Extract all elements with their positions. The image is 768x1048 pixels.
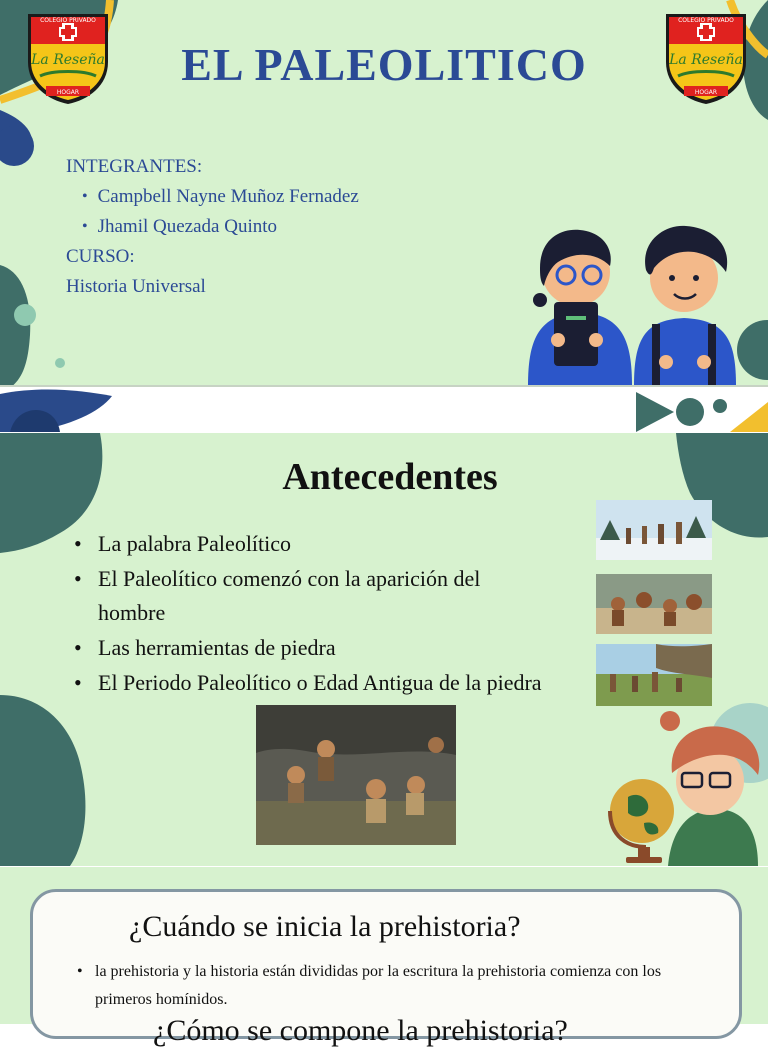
tribe-meadow-image [596, 644, 712, 706]
member-item [66, 212, 359, 242]
question-title: ¿Cuándo se inicia la prehistoria? [129, 910, 521, 943]
cave-group-image [596, 574, 712, 634]
list-item: • El Paleolítico comenzó con la aparición del hombre [72, 562, 542, 630]
title-slide [0, 0, 768, 432]
answer-text-content: la prehistoria y la historia están divididas por la escritura la prehistoria comienza con los primeros homínidos. [95, 963, 662, 1008]
svg-text:COLEGIO PRIVADO: COLEGIO PRIVADO [40, 17, 96, 24]
question-title-2: ¿Cómo se compone la prehistoria? [153, 1014, 568, 1047]
svg-text:COLEGIO PRIVADO: COLEGIO PRIVADO [678, 17, 734, 24]
cavemen-scene-image [256, 705, 456, 845]
globe-student-illustration [598, 713, 768, 866]
curso-value: Historia Universal [66, 276, 206, 297]
antecedentes-slide [0, 433, 768, 866]
svg-text:HOGAR: HOGAR [694, 89, 718, 96]
svg-text:La Reseña: La Reseña [669, 52, 743, 68]
bullet-dot-icon: • [82, 188, 88, 205]
bullet-dot-icon: • [77, 963, 83, 980]
slide-title: Antecedentes [282, 456, 498, 498]
member-name: Campbell Nayne Muñoz Fernadez [97, 186, 359, 207]
curso-label: CURSO: [66, 246, 135, 267]
bullet-dot-icon: • [82, 218, 88, 235]
member-name: Jhamil Quezada Quinto [97, 216, 278, 237]
prehistoria-slide [0, 867, 768, 1047]
svg-text:HOGAR: HOGAR [56, 89, 80, 96]
students-illustration [518, 220, 744, 386]
decor-footer-left [0, 386, 120, 432]
list-item: • El Periodo Paleolítico o Edad Antigua de la piedra [72, 666, 542, 700]
member-item [66, 182, 359, 212]
content-card [30, 889, 742, 1047]
svg-text:La Reseña: La Reseña [31, 52, 105, 68]
decor-footer-right [630, 386, 768, 432]
slide-title: EL PALEOLITICO [181, 39, 587, 90]
snow-hunters-image [596, 500, 712, 560]
antecedentes-list [72, 527, 542, 701]
info-block [66, 152, 359, 302]
integrantes-label: INTEGRANTES: [66, 156, 203, 177]
list-item: • La palabra Paleolítico [72, 527, 542, 561]
list-item: • Las herramientas de piedra [72, 631, 542, 665]
answer-text [77, 958, 695, 1014]
